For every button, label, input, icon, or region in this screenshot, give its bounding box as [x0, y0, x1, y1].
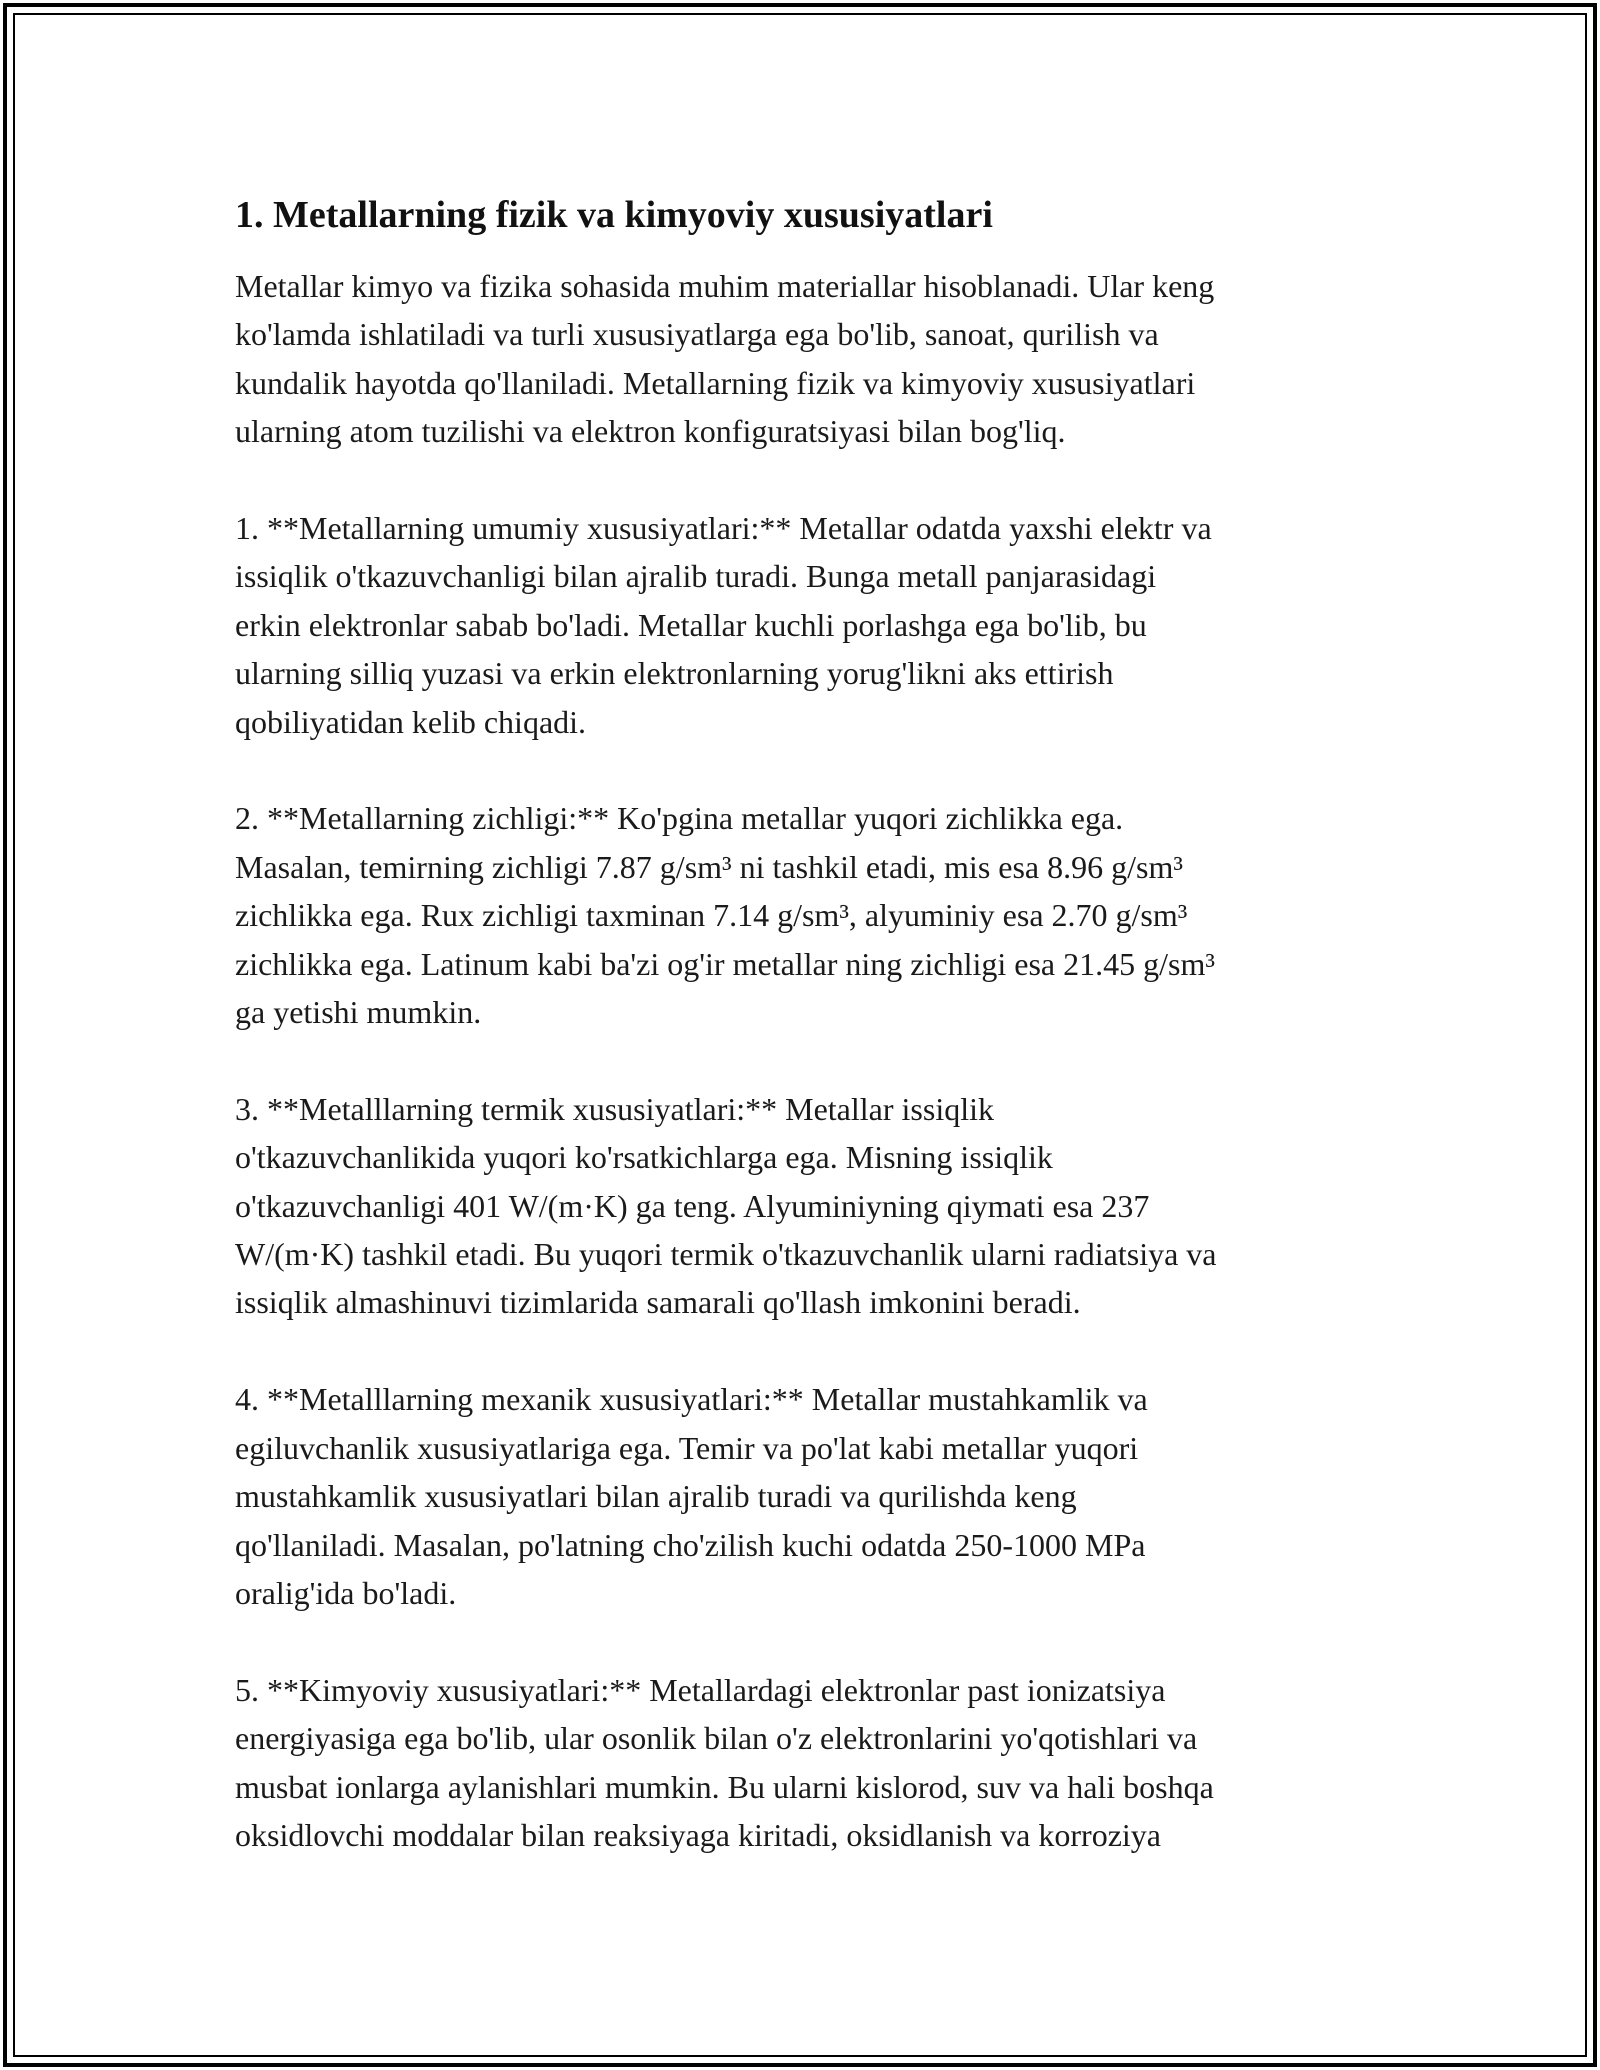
text-line: Metallar kimyo va fizika sohasida muhim materiallar hisoblanadi. Ular keng [235, 268, 1215, 304]
text-line: mustahkamlik xususiyatlari bilan ajralib turadi va qurilishda keng [235, 1478, 1077, 1515]
text-line: o'tkazuvchanlikida yuqori ko'rsatkichlarga ega. Misning issiqlik [235, 1139, 1053, 1176]
section-heading: 1. Metallarning fizik va kimyoviy xususiyatlari [235, 194, 993, 236]
text-line: ularning atom tuzilishi va elektron konfiguratsiyasi bilan bog'liq. [235, 413, 1066, 450]
text-line: zichlikka ega. Latinum kabi ba'zi og'ir metallar ning zichligi esa 21.45 g/sm³ [235, 945, 1215, 982]
text-line: ga yetishi mumkin. [235, 994, 482, 1031]
paragraph-thermal-properties [235, 1085, 1375, 1327]
text-line: qobiliyatidan kelib chiqadi. [235, 703, 587, 740]
paragraph-mechanical-properties [235, 1375, 1375, 1617]
paragraph-density [235, 794, 1375, 1036]
paragraph-chemical-properties [235, 1666, 1375, 1860]
text-line: qo'llaniladi. Masalan, po'latning cho'zilish kuchi odatda 250-1000 MPa [235, 1526, 1146, 1563]
text-line: oralig'ida bo'ladi. [235, 1574, 457, 1611]
text-line: 5. **Kimyoviy xususiyatlari:** Metallardagi elektronlar past ionizatsiya [235, 1671, 1166, 1708]
text-line: issiqlik o'tkazuvchanligi bilan ajralib turadi. Bunga metall panjarasidagi [235, 558, 1157, 595]
text-line: 2. **Metallarning zichligi:** Ko'pgina metallar yuqori zichlikka ega. [235, 800, 1124, 837]
paragraph-general-properties [235, 504, 1375, 746]
text-line: oksidlovchi moddalar bilan reaksiyaga kiritadi, oksidlanish va korroziya [235, 1816, 1161, 1853]
text-line: zichlikka ega. Rux zichligi taxminan 7.14 g/sm³, alyuminiy esa 2.70 g/sm³ [235, 897, 1188, 934]
text-line: Masalan, temirning zichligi 7.87 g/sm³ ni tashkil etadi, mis esa 8.96 g/sm³ [235, 848, 1183, 885]
text-line: kundalik hayotda qo'llaniladi. Metallarning fizik va kimyoviy xususiyatlari [235, 364, 1196, 401]
text-line: musbat ionlarga aylanishlari mumkin. Bu ularni kislorod, suv va hali boshqa [235, 1768, 1214, 1805]
text-line: 4. **Metalllarning mexanik xususiyatlari:** Metallar mustahkamlik va [235, 1381, 1148, 1418]
document-body [235, 185, 1375, 1908]
text-line: W/(m·K) tashkil etadi. Bu yuqori termik o'tkazuvchanlik ularni radiatsiya va [235, 1236, 1217, 1273]
text-line: 3. **Metalllarning termik xususiyatlari:** Metallar issiqlik [235, 1090, 994, 1127]
text-line: ularning silliq yuzasi va erkin elektronlarning yorug'likni aks ettirish [235, 655, 1114, 692]
text-line: o'tkazuvchanligi 401 W/(m·K) ga teng. Alyuminiyning qiymati esa 237 [235, 1187, 1150, 1224]
intro-paragraph [235, 262, 1375, 456]
text-line: energiyasiga ega bo'lib, ular osonlik bilan o'z elektronlarini yo'qotishlari va [235, 1720, 1198, 1757]
text-line: 1. **Metallarning umumiy xususiyatlari:** Metallar odatda yaxshi elektr va [235, 510, 1212, 547]
text-line: erkin elektronlar sabab bo'ladi. Metallar kuchli porlashga ega bo'lib, bu [235, 606, 1147, 643]
text-line: issiqlik almashinuvi tizimlarida samarali qo'llash imkonini beradi. [235, 1284, 1081, 1321]
text-line: ko'lamda ishlatiladi va turli xususiyatlarga ega bo'lib, sanoat, qurilish va [235, 316, 1159, 353]
text-line: egiluvchanlik xususiyatlariga ega. Temir va po'lat kabi metallar yuqori [235, 1429, 1139, 1466]
